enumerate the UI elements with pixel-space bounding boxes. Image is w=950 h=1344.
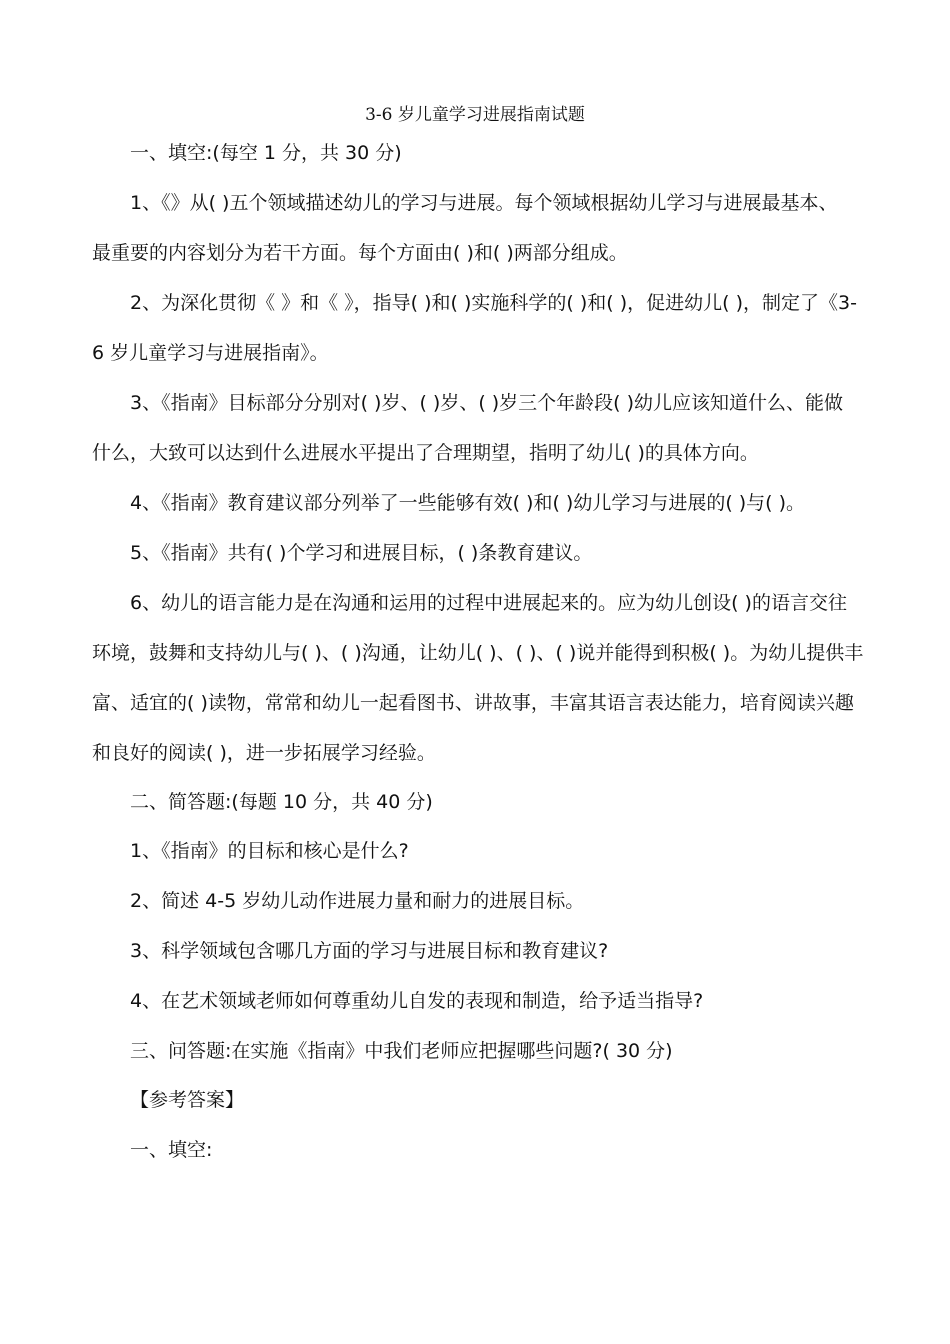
short-answer-4: 4、在艺术领域老师如何尊重幼儿自发的表现和制造，给予适当指导? bbox=[130, 990, 704, 1012]
question-6-line-4: 和良好的阅读( )，进一步拓展学习经验。 bbox=[92, 742, 436, 764]
question-6-line-1: 6、幼儿的语言能力是在沟通和运用的过程中进展起来的。应为幼儿创设( )的语言交往 bbox=[130, 592, 847, 614]
question-4-line-1: 4、《指南》教育建议部分列举了一些能够有效( )和( )幼儿学习与进展的( )与( )。 bbox=[130, 492, 806, 514]
short-answer-3: 3、科学领域包含哪几方面的学习与进展目标和教育建议? bbox=[130, 940, 609, 962]
question-3-line-2: 什么，大致可以达到什么进展水平提出了合理期望，指明了幼儿( )的具体方向。 bbox=[92, 442, 759, 464]
question-1-line-2: 最重要的内容划分为若干方面。每个方面由( )和( )两部分组成。 bbox=[92, 242, 628, 264]
question-6-line-3: 富、适宜的( )读物，常常和幼儿一起看图书、讲故事，丰富其语言表达能力，培育阅读兴趣 bbox=[92, 692, 854, 714]
reference-answer-heading: 【参考答案】 bbox=[130, 1089, 245, 1111]
short-answer-1: 1、《指南》的目标和核心是什么? bbox=[130, 840, 409, 862]
document-title: 3-6 岁儿童学习进展指南试题 bbox=[365, 105, 585, 125]
question-1-line-1: 1、《》从( )五个领域描述幼儿的学习与进展。每个领域根据幼儿学习与进展最基本、 bbox=[130, 192, 838, 214]
answer-section-fill-blank: 一、填空: bbox=[130, 1139, 213, 1161]
question-6-line-2: 环境，鼓舞和支持幼儿与( )、( )沟通，让幼儿( )、( )、( )说并能得到积极( )。为幼儿提供丰 bbox=[92, 642, 864, 664]
short-answer-2: 2、简述 4-5 岁幼儿动作进展力量和耐力的进展目标。 bbox=[130, 890, 585, 912]
question-2-line-1: 2、为深化贯彻《 》和《 》，指导( )和( )实施科学的( )和( )，促进幼儿( )，制定了《3- bbox=[130, 292, 857, 314]
question-3-line-1: 3、《指南》目标部分分别对( )岁、( )岁、( )岁三个年龄段( )幼儿应该知道什么、能做 bbox=[130, 392, 844, 414]
question-5-line-1: 5、《指南》共有( )个学习和进展目标，( )条教育建议。 bbox=[130, 542, 593, 564]
section-heading-essay: 三、问答题:在实施《指南》中我们老师应把握哪些问题?( 30 分) bbox=[130, 1040, 673, 1062]
section-heading-fill-blank: 一、填空:(每空 1 分，共 30 分) bbox=[130, 142, 402, 164]
question-2-line-2: 6 岁儿童学习与进展指南》。 bbox=[92, 342, 329, 364]
section-heading-short-answer: 二、简答题:(每题 10 分，共 40 分) bbox=[130, 791, 433, 813]
